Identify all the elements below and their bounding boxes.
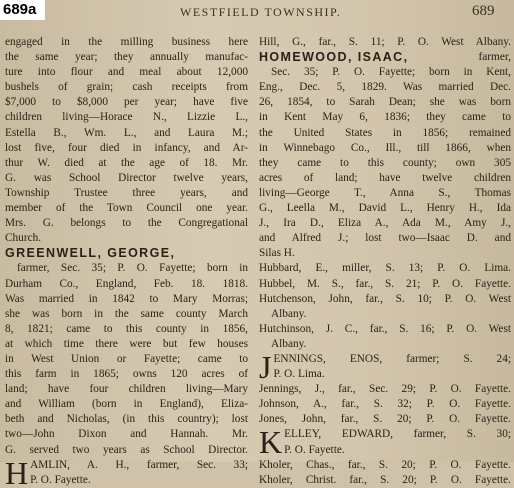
text-line: they came to this county; own 305	[259, 156, 511, 169]
text-line: bushels of grain; cash receipts from	[5, 81, 248, 94]
text-line: in Winnebago Co., Ill., till 1866, when	[259, 141, 511, 154]
entries-j	[259, 382, 511, 427]
text-line: the United States in 1856; remained	[259, 126, 511, 139]
text-line: Eng., Dec. 5, 1829. Was married Dec.	[259, 81, 511, 94]
entry-hamlin	[5, 458, 248, 488]
running-head: WESTFIELD TOWNSHIP.	[180, 5, 342, 19]
text-line: P. O. Fayette.	[284, 443, 345, 456]
list-item: Jones, John, far., S. 20; P. O. Fayette.	[259, 413, 511, 426]
text-line: P. O. Lima.	[273, 368, 325, 381]
text-line: two—John Dixon and Hannah. Mr.	[5, 428, 248, 441]
entry-name: HOMEWOOD, ISAAC,	[259, 50, 409, 65]
text-line: G. was School Director twelve years,	[5, 171, 248, 184]
text-line: thur W. died at the age of 18. Mr.	[5, 156, 248, 169]
list-item: Hubbel, M. S., far., S. 21; P. O. Fayette.	[259, 277, 511, 290]
text-line: ture into flour and meal about 12,000	[5, 66, 248, 79]
drop-cap: J	[259, 351, 272, 383]
text-line: J., Ira D., Eliza A., Ada M., Amy J.,	[259, 217, 511, 230]
entry-homewood	[259, 50, 511, 261]
text-line: in Kent May 6, 1836; they came to	[259, 111, 511, 124]
text-line: lost five, four died in infancy, and Ar-	[5, 141, 248, 154]
entry-greenwell	[5, 246, 248, 457]
text-line: and Alfred J.; lost two—Isaac D. and	[259, 232, 511, 245]
entry-name: GREENWELL, GEORGE,	[5, 246, 176, 261]
text-line: P. O. Fayette.	[30, 473, 91, 486]
left-column	[5, 35, 248, 488]
text-line: in West Union or Fayette; came to	[5, 352, 248, 365]
text-line: G. served two years as School Director.	[5, 443, 248, 456]
text-line: and William (born in England), Eliza-	[5, 398, 248, 411]
text-line: acres of land; have twelve children	[259, 171, 511, 184]
list-item: Kholer, Christ. far., S. 20; P. O. Fayette.	[259, 473, 511, 486]
drop-cap: K	[259, 427, 283, 458]
list-item: Hutchinson, J. C., far., S. 16; P. O. West	[259, 322, 511, 335]
entry-heading	[259, 50, 511, 65]
list-item: Kholer, Chas., far., S. 20; P. O. Fayette.	[259, 458, 511, 471]
text-line: G., Leella M., David L., Henry H., Ida	[259, 202, 511, 215]
list-item: Jennings, J., far., Sec. 29; P. O. Fayette.	[259, 383, 511, 396]
text-line: Sec. 35; P. O. Fayette; born in Kent,	[271, 66, 511, 79]
text-line: farmer, Sec. 35; P. O. Fayette; born in	[17, 262, 248, 275]
page-stamp: 689a	[0, 0, 45, 20]
text-line: Was married in 1842 to Mary Morras;	[5, 292, 248, 305]
page-number: 689	[472, 3, 495, 19]
text-line: Township Trustee three years, and	[5, 186, 248, 199]
text-line: Church.	[5, 232, 42, 245]
text-line: land; have four children living—Mary	[5, 383, 248, 396]
text-line: at which time there were but few houses	[5, 337, 248, 350]
text-line: the same year; they annually manufac-	[5, 51, 248, 64]
top-paragraph	[5, 35, 248, 246]
text-line: living—George T., Anna S., Thomas	[259, 186, 511, 199]
text-line: she was born in the same county March	[5, 307, 248, 320]
text-line: children living—Horace N., Lizzie L.,	[5, 111, 248, 124]
entries-k	[259, 458, 511, 488]
right-column	[259, 35, 511, 488]
entry-occupation: farmer,	[478, 51, 511, 64]
text-line: Silas H.	[259, 247, 295, 260]
list-item: Albany.	[271, 337, 307, 350]
text-line: AMLIN, A. H., farmer, Sec. 33;	[30, 458, 248, 471]
text-line: 26, 1854, to Sarah Dean; she was born	[259, 96, 511, 109]
entry-jennings	[259, 352, 511, 382]
text-line: Durham Co., England, Feb. 18. 1818.	[5, 277, 248, 290]
entries-h	[259, 261, 511, 352]
entry-kelley	[259, 427, 511, 457]
text-line: engaged in the milling business here	[5, 36, 248, 48]
text-line: ENNINGS, ENOS, farmer; S. 24;	[273, 352, 511, 365]
text-line: Estella B., Wm. L., and Laura M.;	[5, 126, 248, 139]
list-item: Albany.	[271, 307, 307, 320]
text-line: this farm in 1865; owns 120 acres of	[5, 368, 248, 381]
text-line: 8, 1821; came to this county in 1856,	[5, 322, 248, 335]
text-line: Mrs. G. belongs to the Congregational	[5, 217, 248, 230]
list-item: Hutchenson, John, far., S. 10; P. O. West	[259, 292, 511, 305]
text-line: ELLEY, EDWARD, farmer, S. 30;	[284, 428, 511, 441]
list-item: Hubbard, E., miller, S. 13; P. O. Lima.	[259, 262, 511, 275]
text-line: $7,000 to $8,000 per year; have five	[5, 96, 248, 109]
text-line: Hill, G., far., S. 11; P. O. West Albany.	[259, 36, 511, 48]
text-line: beth and Nicholas, (in this country); lost	[5, 413, 248, 426]
text-line: member of the Town Council one year.	[5, 202, 248, 215]
drop-cap: H	[5, 457, 29, 488]
list-item: Johnson, A., far., S. 32; P. O. Fayette.	[259, 398, 511, 411]
